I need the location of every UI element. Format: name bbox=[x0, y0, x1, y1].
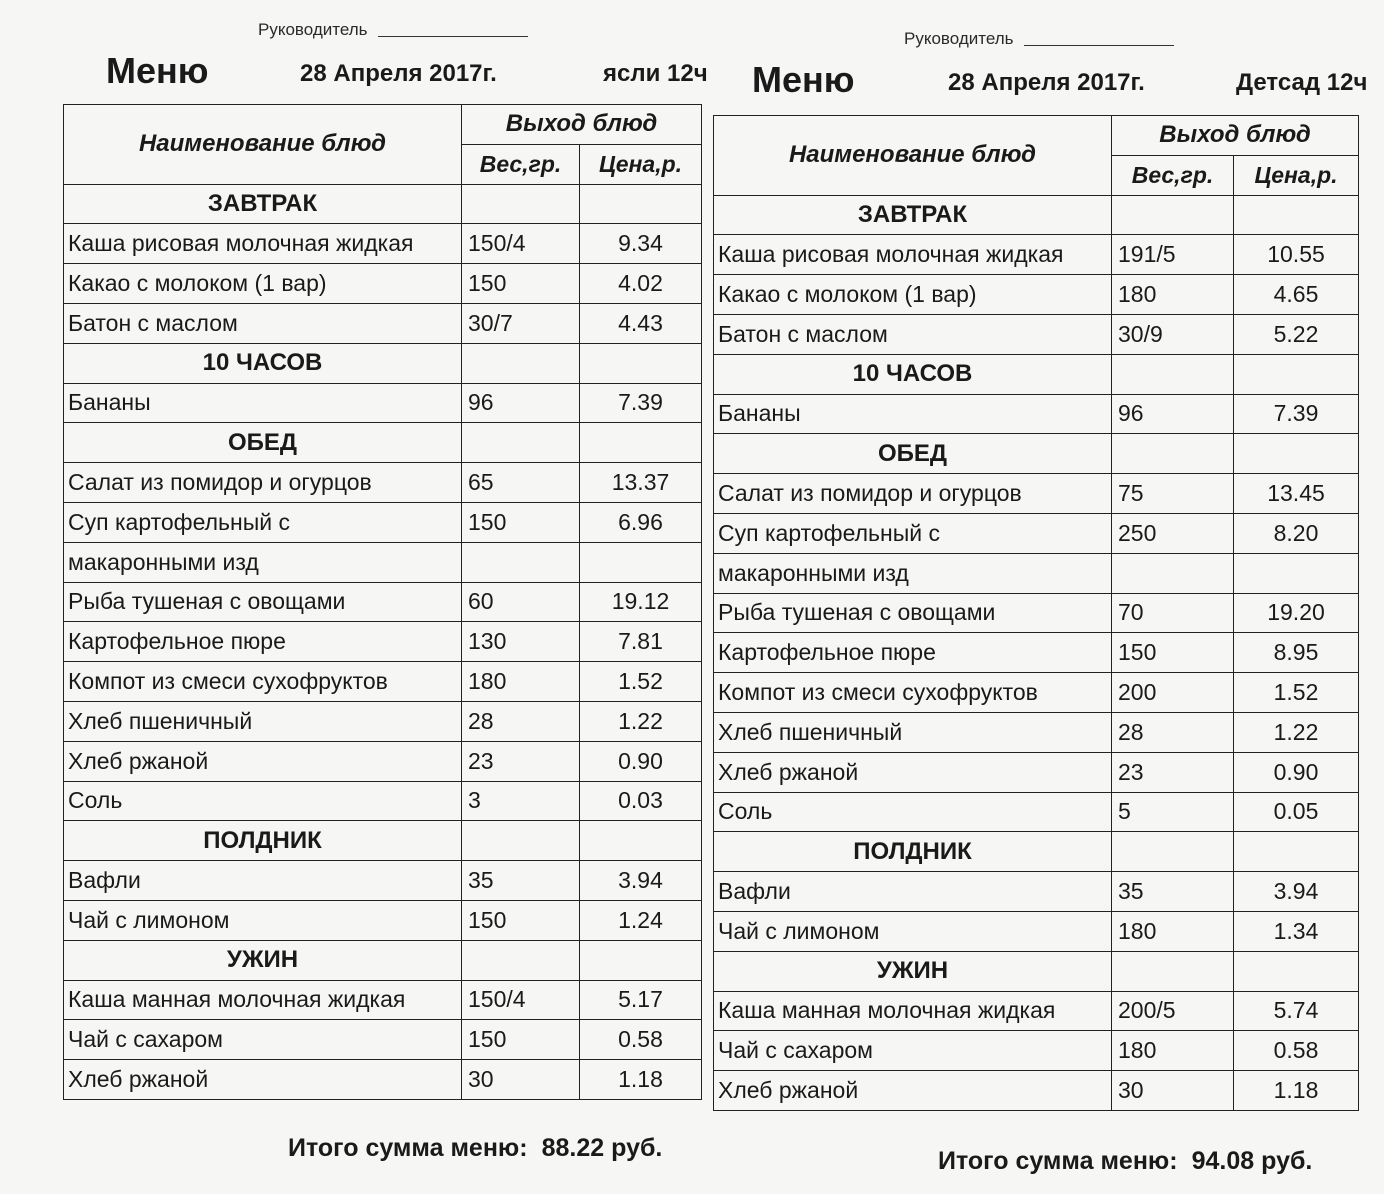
dish-name: Салат из помидор и огурцов bbox=[64, 463, 462, 503]
dish-weight: 130 bbox=[462, 622, 580, 662]
dish-row bbox=[714, 752, 1359, 792]
section-title: УЖИН bbox=[64, 940, 462, 980]
dish-row bbox=[64, 463, 702, 503]
dish-row bbox=[714, 474, 1359, 514]
dish-name: Хлеб пшеничный bbox=[64, 701, 462, 741]
dish-price: 1.18 bbox=[580, 1060, 702, 1100]
section-row bbox=[714, 951, 1359, 991]
section-row bbox=[64, 821, 702, 861]
column-header-price: Цена,р. bbox=[1234, 155, 1359, 195]
dish-row bbox=[714, 394, 1359, 434]
dish-weight: 23 bbox=[1112, 752, 1234, 792]
dish-weight: 70 bbox=[1112, 593, 1234, 633]
empty-cell bbox=[580, 821, 702, 861]
dish-weight: 28 bbox=[462, 701, 580, 741]
total-amount: 88.22 руб. bbox=[541, 1134, 663, 1162]
column-header-output: Выход блюд bbox=[1112, 116, 1359, 156]
dish-name: Вафли bbox=[64, 861, 462, 901]
dish-weight: 150 bbox=[462, 502, 580, 542]
dish-name: Бананы bbox=[64, 383, 462, 423]
dish-weight: 30/9 bbox=[1112, 314, 1234, 354]
dish-row bbox=[714, 235, 1359, 275]
dish-row bbox=[64, 542, 702, 582]
dish-weight bbox=[462, 542, 580, 582]
menu-date: 28 Апреля 2017г. bbox=[948, 69, 1145, 96]
section-title: ОБЕД bbox=[714, 434, 1112, 474]
dish-row bbox=[64, 1020, 702, 1060]
empty-cell bbox=[1234, 434, 1359, 474]
section-row bbox=[714, 832, 1359, 872]
dish-name: Хлеб пшеничный bbox=[714, 712, 1112, 752]
dish-price: 13.37 bbox=[580, 463, 702, 503]
dish-weight: 35 bbox=[462, 861, 580, 901]
dish-weight: 150 bbox=[462, 264, 580, 304]
column-header-dish-name: Наименование блюд bbox=[64, 105, 462, 185]
section-title: ЗАВТРАК bbox=[64, 184, 462, 224]
dish-weight: 150 bbox=[1112, 633, 1234, 673]
section-row bbox=[714, 195, 1359, 235]
dish-weight: 75 bbox=[1112, 474, 1234, 514]
empty-cell bbox=[462, 423, 580, 463]
dish-row bbox=[714, 792, 1359, 832]
dish-price: 5.22 bbox=[1234, 314, 1359, 354]
dish-weight: 180 bbox=[1112, 911, 1234, 951]
dish-weight: 250 bbox=[1112, 513, 1234, 553]
dish-price: 4.43 bbox=[580, 303, 702, 343]
dish-row bbox=[714, 991, 1359, 1031]
section-row bbox=[714, 434, 1359, 474]
menu-table bbox=[713, 115, 1359, 1111]
menu-rows bbox=[64, 184, 702, 1099]
dish-price: 0.90 bbox=[580, 741, 702, 781]
dish-weight: 180 bbox=[462, 662, 580, 702]
dish-price: 1.34 bbox=[1234, 911, 1359, 951]
empty-cell bbox=[1112, 354, 1234, 394]
empty-cell bbox=[462, 343, 580, 383]
dish-row bbox=[64, 622, 702, 662]
director-signature-line bbox=[904, 29, 1174, 49]
dish-name: Какао с молоком (1 вар) bbox=[714, 275, 1112, 315]
dish-row bbox=[714, 513, 1359, 553]
dish-row bbox=[714, 712, 1359, 752]
dish-row bbox=[714, 593, 1359, 633]
dish-name: Соль bbox=[714, 792, 1112, 832]
dish-row bbox=[64, 502, 702, 542]
empty-cell bbox=[1234, 195, 1359, 235]
section-row bbox=[64, 343, 702, 383]
column-header-dish-name: Наименование блюд bbox=[714, 116, 1112, 196]
dish-price: 0.58 bbox=[1234, 1031, 1359, 1071]
dish-row bbox=[714, 1031, 1359, 1071]
dish-name: Каша рисовая молочная жидкая bbox=[714, 235, 1112, 275]
dish-price: 5.74 bbox=[1234, 991, 1359, 1031]
dish-weight: 30 bbox=[462, 1060, 580, 1100]
dish-price: 3.94 bbox=[1234, 872, 1359, 912]
menu-rows bbox=[714, 195, 1359, 1110]
dish-name: Хлеб ржаной bbox=[64, 1060, 462, 1100]
menu-group: ясли 12ч bbox=[603, 60, 708, 87]
empty-cell bbox=[462, 821, 580, 861]
section-row bbox=[64, 940, 702, 980]
empty-cell bbox=[462, 184, 580, 224]
dish-price: 4.65 bbox=[1234, 275, 1359, 315]
dish-name: Хлеб ржаной bbox=[714, 1071, 1112, 1111]
column-header-price: Цена,р. bbox=[580, 144, 702, 184]
empty-cell bbox=[1112, 195, 1234, 235]
dish-price: 10.55 bbox=[1234, 235, 1359, 275]
dish-price: 0.58 bbox=[580, 1020, 702, 1060]
empty-cell bbox=[580, 423, 702, 463]
dish-row bbox=[714, 314, 1359, 354]
dish-name: Картофельное пюре bbox=[714, 633, 1112, 673]
total-label: Итого сумма меню: bbox=[288, 1134, 528, 1162]
director-signature-line bbox=[258, 20, 528, 40]
dish-name: Рыба тушеная с овощами bbox=[64, 582, 462, 622]
dish-weight: 150 bbox=[462, 1020, 580, 1060]
dish-row bbox=[64, 264, 702, 304]
dish-name: Хлеб ржаной bbox=[64, 741, 462, 781]
empty-cell bbox=[1112, 951, 1234, 991]
dish-price: 7.39 bbox=[580, 383, 702, 423]
dish-row bbox=[64, 582, 702, 622]
column-header-output: Выход блюд bbox=[462, 105, 702, 145]
dish-price bbox=[580, 542, 702, 582]
signature-blank bbox=[1024, 44, 1174, 46]
empty-cell bbox=[1234, 354, 1359, 394]
dish-price: 0.03 bbox=[580, 781, 702, 821]
section-title: 10 ЧАСОВ bbox=[64, 343, 462, 383]
dish-row bbox=[64, 741, 702, 781]
dish-row bbox=[64, 701, 702, 741]
section-title: ПОЛДНИК bbox=[64, 821, 462, 861]
dish-price: 5.17 bbox=[580, 980, 702, 1020]
dish-row bbox=[64, 980, 702, 1020]
dish-weight: 150 bbox=[462, 900, 580, 940]
dish-name: Чай с сахаром bbox=[64, 1020, 462, 1060]
menu-group: Детсад 12ч bbox=[1236, 69, 1368, 96]
dish-price: 3.94 bbox=[580, 861, 702, 901]
dish-price bbox=[1234, 553, 1359, 593]
dish-name: Соль bbox=[64, 781, 462, 821]
dish-row bbox=[64, 224, 702, 264]
dish-name: Батон с маслом bbox=[714, 314, 1112, 354]
dish-price: 8.95 bbox=[1234, 633, 1359, 673]
dish-price: 19.12 bbox=[580, 582, 702, 622]
dish-price: 1.24 bbox=[580, 900, 702, 940]
dish-price: 7.81 bbox=[580, 622, 702, 662]
dish-price: 1.22 bbox=[1234, 712, 1359, 752]
dish-row bbox=[714, 1071, 1359, 1111]
dish-row bbox=[714, 633, 1359, 673]
dish-weight: 191/5 bbox=[1112, 235, 1234, 275]
director-label: Руководитель bbox=[904, 29, 1014, 48]
dish-price: 1.22 bbox=[580, 701, 702, 741]
section-row bbox=[714, 354, 1359, 394]
dish-weight: 200/5 bbox=[1112, 991, 1234, 1031]
dish-name: Чай с сахаром bbox=[714, 1031, 1112, 1071]
dish-name: Батон с маслом bbox=[64, 303, 462, 343]
dish-price: 7.39 bbox=[1234, 394, 1359, 434]
dish-price: 9.34 bbox=[580, 224, 702, 264]
dish-name: Суп картофельный с bbox=[64, 502, 462, 542]
dish-weight: 96 bbox=[462, 383, 580, 423]
dish-row bbox=[64, 383, 702, 423]
empty-cell bbox=[1112, 832, 1234, 872]
empty-cell bbox=[580, 184, 702, 224]
empty-cell bbox=[580, 343, 702, 383]
dish-price: 0.05 bbox=[1234, 792, 1359, 832]
section-title: ПОЛДНИК bbox=[714, 832, 1112, 872]
dish-price: 1.52 bbox=[580, 662, 702, 702]
dish-name: Бананы bbox=[714, 394, 1112, 434]
dish-weight: 5 bbox=[1112, 792, 1234, 832]
dish-name: Вафли bbox=[714, 872, 1112, 912]
dish-row bbox=[64, 900, 702, 940]
dish-name: Какао с молоком (1 вар) bbox=[64, 264, 462, 304]
dish-name: Компот из смеси сухофруктов bbox=[64, 662, 462, 702]
dish-row bbox=[64, 861, 702, 901]
menu-total bbox=[938, 1147, 1312, 1176]
empty-cell bbox=[1234, 951, 1359, 991]
dish-weight: 200 bbox=[1112, 673, 1234, 713]
dish-price: 6.96 bbox=[580, 502, 702, 542]
dish-weight: 23 bbox=[462, 741, 580, 781]
column-header-weight: Вес,гр. bbox=[1112, 155, 1234, 195]
dish-row bbox=[714, 553, 1359, 593]
dish-name: Салат из помидор и огурцов bbox=[714, 474, 1112, 514]
section-title: УЖИН bbox=[714, 951, 1112, 991]
dish-name: Компот из смеси сухофруктов bbox=[714, 673, 1112, 713]
dish-price: 1.18 bbox=[1234, 1071, 1359, 1111]
dish-weight: 150/4 bbox=[462, 224, 580, 264]
dish-name: Чай с лимоном bbox=[714, 911, 1112, 951]
total-label: Итого сумма меню: bbox=[938, 1147, 1178, 1175]
dish-row bbox=[714, 911, 1359, 951]
dish-weight: 30 bbox=[1112, 1071, 1234, 1111]
menu-table bbox=[63, 104, 702, 1100]
dish-weight: 65 bbox=[462, 463, 580, 503]
menu-title: Меню bbox=[106, 50, 209, 91]
dish-name: Суп картофельный с bbox=[714, 513, 1112, 553]
dish-weight bbox=[1112, 553, 1234, 593]
dish-price: 4.02 bbox=[580, 264, 702, 304]
dish-name: Каша манная молочная жидкая bbox=[64, 980, 462, 1020]
column-header-weight: Вес,гр. bbox=[462, 144, 580, 184]
section-row bbox=[64, 423, 702, 463]
dish-name: Рыба тушеная с овощами bbox=[714, 593, 1112, 633]
menu-title: Меню bbox=[752, 59, 855, 100]
section-title: ЗАВТРАК bbox=[714, 195, 1112, 235]
dish-price: 13.45 bbox=[1234, 474, 1359, 514]
dish-weight: 60 bbox=[462, 582, 580, 622]
dish-row bbox=[714, 275, 1359, 315]
menu-date: 28 Апреля 2017г. bbox=[300, 60, 497, 87]
dish-name: Каша рисовая молочная жидкая bbox=[64, 224, 462, 264]
menu-total bbox=[288, 1134, 662, 1163]
dish-weight: 28 bbox=[1112, 712, 1234, 752]
dish-weight: 150/4 bbox=[462, 980, 580, 1020]
section-title: 10 ЧАСОВ bbox=[714, 354, 1112, 394]
dish-name: Хлеб ржаной bbox=[714, 752, 1112, 792]
dish-price: 1.52 bbox=[1234, 673, 1359, 713]
dish-weight: 35 bbox=[1112, 872, 1234, 912]
dish-weight: 96 bbox=[1112, 394, 1234, 434]
dish-row bbox=[64, 662, 702, 702]
dish-weight: 180 bbox=[1112, 1031, 1234, 1071]
empty-cell bbox=[462, 940, 580, 980]
director-label: Руководитель bbox=[258, 20, 368, 39]
section-title: ОБЕД bbox=[64, 423, 462, 463]
dish-row bbox=[64, 781, 702, 821]
dish-weight: 180 bbox=[1112, 275, 1234, 315]
dish-price: 0.90 bbox=[1234, 752, 1359, 792]
section-row bbox=[64, 184, 702, 224]
dish-row bbox=[714, 872, 1359, 912]
dish-weight: 3 bbox=[462, 781, 580, 821]
total-amount: 94.08 руб. bbox=[1191, 1147, 1313, 1175]
empty-cell bbox=[1234, 832, 1359, 872]
dish-price: 8.20 bbox=[1234, 513, 1359, 553]
empty-cell bbox=[1112, 434, 1234, 474]
dish-name: Картофельное пюре bbox=[64, 622, 462, 662]
empty-cell bbox=[580, 940, 702, 980]
dish-name: Чай с лимоном bbox=[64, 900, 462, 940]
dish-name: макаронными изд bbox=[714, 553, 1112, 593]
dish-row bbox=[64, 303, 702, 343]
signature-blank bbox=[378, 35, 528, 37]
dish-row bbox=[714, 673, 1359, 713]
dish-weight: 30/7 bbox=[462, 303, 580, 343]
dish-price: 19.20 bbox=[1234, 593, 1359, 633]
dish-name: Каша манная молочная жидкая bbox=[714, 991, 1112, 1031]
dish-name: макаронными изд bbox=[64, 542, 462, 582]
dish-row bbox=[64, 1060, 702, 1100]
